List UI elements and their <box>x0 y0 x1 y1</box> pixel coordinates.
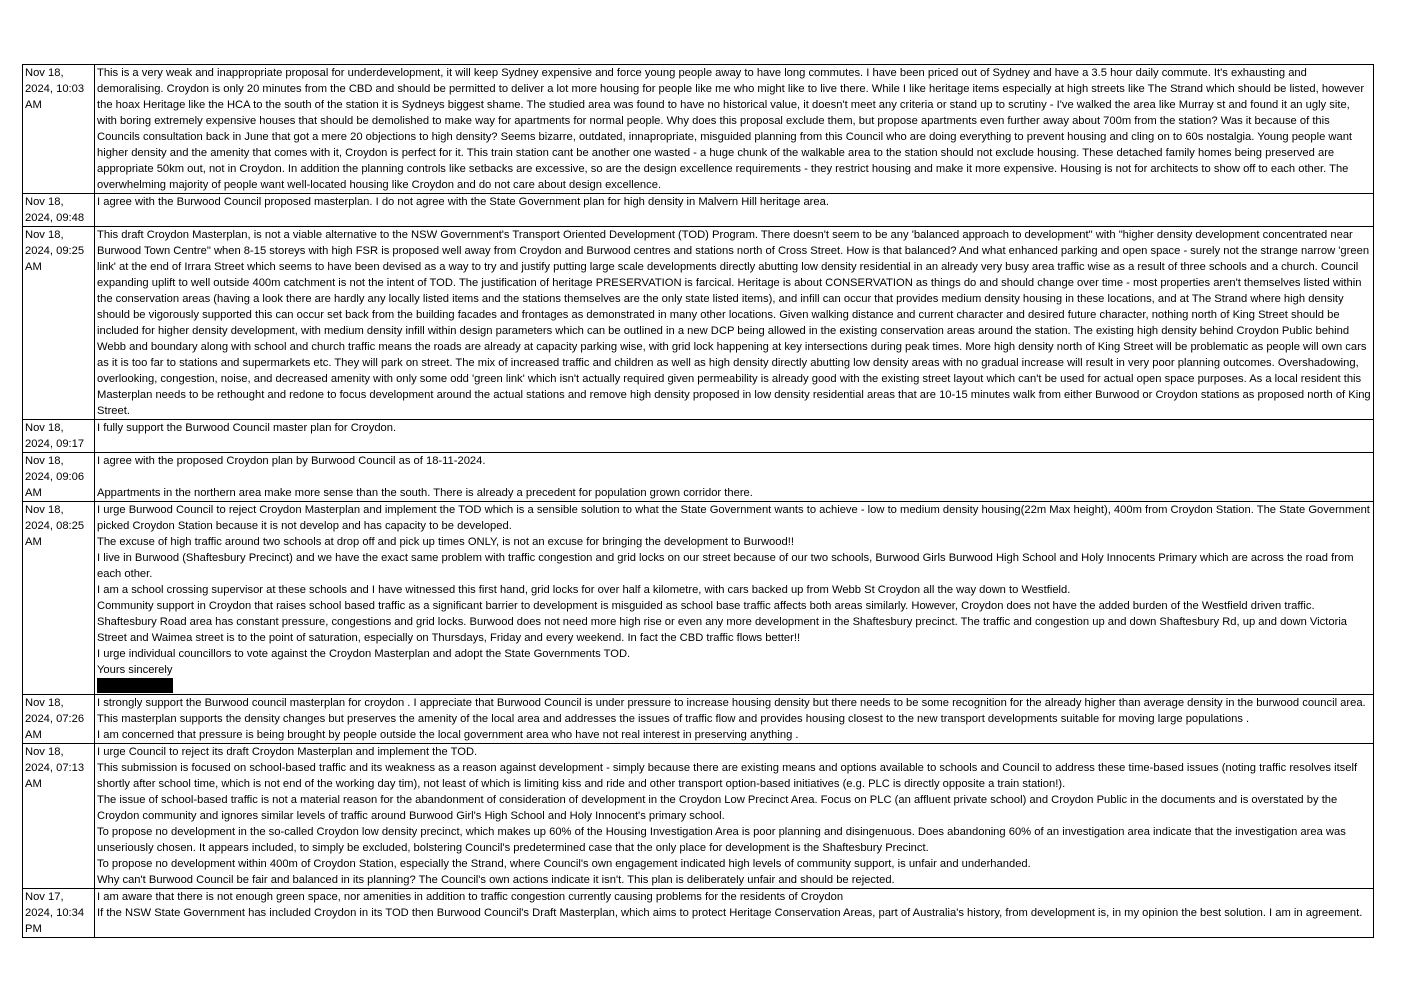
comment-paragraph: I am concerned that pressure is being brought by people outside the local government area who have not real interest in preserving anything . <box>97 729 799 741</box>
comment-paragraph: I am aware that there is not enough green space, nor amenities in addition to traffic congestion currently causing problems for the residents of Croydon <box>97 891 844 903</box>
submission-date: Nov 18, 2024, 09:17 <box>23 420 95 453</box>
submission-comment <box>95 194 1374 227</box>
comment-paragraph: The issue of school-based traffic is not a material reason for the abandonment of consideration of development in the Croydon Low Precinct Area. Focus on PLC (an affluent private school) and Croydon Public in the documents and is overstated by the Croydon community and ignores similar levels of traffic around Burwood Girl's High School and Holy Innocent's primary school. <box>97 794 1338 822</box>
comment-paragraph <box>97 469 1372 485</box>
comment-paragraph: This draft Croydon Masterplan, is not a viable alternative to the NSW Government's Transport Oriented Development (TOD) Program. There doesn't seem to be any 'balanced approach to development" with "higher density development concentrated near Burwood Town Centre" when 8-15 storeys with high FSR is proposed well away from Croydon and Burwood centres and stations north of Cross Street. How is that balanced? And what enhanced parking and open space - surely not the strange narrow 'green link' at the end of Irrara Street which seems to have been devised as a way to try and justify putting large scale developments directly abutting low density residential in an already very busy area traffic wise as a result of three schools and a church. Council expanding uplift to well outside 400m catchment is not the intent of TOD. The justification of heritage PRESERVATION is farcical. Heritage is about CONSERVATION as things do and should change over time - most properties aren't themselves listed within the conservation areas (having a look there are hardly any locally listed items and the stations themselves are the only state listed items), and infill can occur that provides medium density housing in these locations, and at The Strand where high density should be vigorously supported this can occur set back from the building facades and frontages as demonstrated in many other locations. Given walking distance and current character and desired future character, nothing north of King Street should be included for higher density development, with medium density infill within design parameters which can be outlined in a new DCP being allowed in the existing conservation areas around the station. The existing high density behind Croydon Public behind Webb and boundary along with school and church traffic means the roads are already at capacity parking wise, with grid lock happening at key intersections during peak times. More high density north of King Street will be problematic as people will own cars as it is too far to stations and supermarkets etc. They will park on street. The mix of increased traffic and children as well as high density directly abutting low density areas with no gradual increase will result in very poor planning outcomes. Overshadowing, overlooking, congestion, noise, and decreased amenity with only some odd 'green link' which isn't actually required given permeability is already good with the existing street layout which can't be used for actual open space purposes. As a local resident this Masterplan needs to be rethought and redone to focus development around the actual stations and remove high density proposed in low density residential areas that are 10-15 minutes walk from either Burwood or Croydon stations as proposed north of King Street. <box>97 229 1371 417</box>
comment-paragraph: This is a very weak and inappropriate proposal for underdevelopment, it will keep Sydney expensive and force young people away to have long commutes. I have been priced out of Sydney and have a 3.5 hour daily commute. It's exhausting and demoralising. Croydon is only 20 minutes from the CBD and should be permitted to deliver a lot more housing for people like me who might like to live there. While I like heritage items especially at high streets like The Strand which should be listed, however the hoax Heritage like the HCA to the south of the station it is Sydneys biggest shame. The studied area was found to have no historical value, it doesn't meet any criteria or stand up to scrutiny - I've walked the area like Murray st and found it an ugly site, with boring extremely expensive houses that should be demolished to make way for apartments for normal people. Why does this proposal exclude them, but propose apartments even further away about 700m from the station? Was it because of this Councils consultation back in June that got a mere 20 objections to high density? Seems bizarre, outdated, innapropriate, misguided planning from this Council who are doing everything to prevent housing and cling on to 60s nostalgia. Young people want higher density and the amenity that comes with it, Croydon is perfect for it. This train station cant be another one wasted - a huge chunk of the walkable area to the station should not exclude housing. These detached family homes being preserved are appropriate 50km out, not in Croydon. In addition the planning controls like setbacks are excessive, so are the design excellence requirements - they restrict housing and make it more expensive. Housing is not for architects to show off to each other. The overwhelming majority of people want well-located housing like Croydon and do not care about design excellence. <box>97 67 1365 191</box>
submission-comment <box>95 453 1374 502</box>
submission-date: Nov 18, 2024, 10:03 AM <box>23 65 95 194</box>
submissions-table <box>22 64 1374 938</box>
comment-paragraph: To propose no development in the so-called Croydon low density precinct, which makes up 60% of the Housing Investigation Area is poor planning and disingenuous. Does abandoning 60% of an investigation area indicate that the investigation area was unseriously chosen. It appears included, to simply be excluded, bolstering Council's predetermined case that the only place for development is the Shaftesbury Precinct. <box>97 826 1346 854</box>
comment-paragraph: If the NSW State Government has included Croydon in its TOD then Burwood Council's Draft Masterplan, which aims to protect Heritage Conservation Areas, part of Australia's history, from development is, in my opinion the best solution. I am in agreement. <box>97 907 1363 919</box>
comment-paragraph: Community support in Croydon that raises school based traffic as a significant barrier to development is misguided as school base traffic affects both areas similarly. However, Croydon does not have the added burden of the Westfield driven traffic. <box>97 600 1315 612</box>
submission-date: Nov 18, 2024, 09:25 AM <box>23 227 95 420</box>
comment-paragraph: I am a school crossing supervisor at these schools and I have witnessed this first hand, grid locks for over half a kilometre, with cars backed up from Webb St Croydon all the way down to Westfield. <box>97 584 1071 596</box>
submission-row <box>23 65 1374 194</box>
submission-date: Nov 18, 2024, 08:25 AM <box>23 502 95 695</box>
submission-comment <box>95 744 1374 889</box>
comment-paragraph: Shaftesbury Road area has constant pressure, congestions and grid locks. Burwood does not need more high rise or even any more development in the Shaftesbury precinct. The traffic and congestion up and down Shaftesbury Rd, up and down Victoria Street and Waimea street is to the point of saturation, especially on Thursdays, Friday and every weekend. In fact the CBD traffic flows better!! <box>97 616 1348 644</box>
submission-comment <box>95 227 1374 420</box>
submission-comment <box>95 65 1374 194</box>
comment-paragraph: I urge Council to reject its draft Croydon Masterplan and implement the TOD. <box>97 746 478 758</box>
redacted-signature <box>97 678 1372 694</box>
submission-row <box>23 744 1374 889</box>
redaction-block <box>97 678 173 693</box>
comment-paragraph: I agree with the proposed Croydon plan by Burwood Council as of 18-11-2024. <box>97 455 486 467</box>
submission-comment <box>95 889 1374 938</box>
submission-row <box>23 194 1374 227</box>
comment-paragraph: To propose no development within 400m of Croydon Station, especially the Strand, where Council's own engagement indicated high levels of community support, is unfair and underhanded. <box>97 858 1031 870</box>
submission-row <box>23 695 1374 744</box>
comment-paragraph: This submission is focused on school-based traffic and its weakness as a reason against development - simply because there are existing means and options available to schools and Council to address these time-based issues (noting traffic resolves itself shortly after school time, which is not end of the working day tim), not least of which is limiting kiss and ride and other transport option-based initiatives (e.g. PLC is directly opposite a train station!). <box>97 762 1358 790</box>
comment-paragraph: I urge Burwood Council to reject Croydon Masterplan and implement the TOD which is a sensible solution to what the State Government wants to achieve - low to medium density housing(22m Max height), 400m from Croydon Station. The State Government picked Croydon Station because it is not develop and has capacity to be developed. <box>97 504 1370 532</box>
submissions-body <box>23 65 1374 938</box>
comment-paragraph: Yours sincerely <box>97 664 173 676</box>
submission-row <box>23 227 1374 420</box>
submission-date: Nov 18, 2024, 09:06 AM <box>23 453 95 502</box>
comment-paragraph: I urge individual councillors to vote against the Croydon Masterplan and adopt the State Governments TOD. <box>97 648 631 660</box>
submission-date: Nov 18, 2024, 07:13 AM <box>23 744 95 889</box>
submission-comment <box>95 695 1374 744</box>
submission-row <box>23 420 1374 453</box>
submission-comment <box>95 502 1374 695</box>
comment-paragraph: I fully support the Burwood Council master plan for Croydon. <box>97 422 397 434</box>
comment-paragraph: I strongly support the Burwood council masterplan for croydon . I appreciate that Burwood Council is under pressure to increase housing density but there needs to be some recognition for the already higher than average density in the burwood council area. This masterplan supports the density changes but preserves the amenity of the local area and addresses the issues of traffic flow and provides housing closest to the new transport developments suitable for moving large populations . <box>97 697 1366 725</box>
comment-paragraph: I agree with the Burwood Council proposed masterplan. I do not agree with the State Government plan for high density in Malvern Hill heritage area. <box>97 196 829 208</box>
comment-paragraph: I live in Burwood (Shaftesbury Precinct) and we have the exact same problem with traffic congestion and grid locks on our street because of our two schools, Burwood Girls Burwood High School and Holy Innocents Primary which are across the road from each other. <box>97 552 1354 580</box>
comment-paragraph: Appartments in the northern area make more sense than the south. There is already a precedent for population grown corridor there. <box>97 487 753 499</box>
submission-date: Nov 17, 2024, 10:34 PM <box>23 889 95 938</box>
comment-paragraph: Why can't Burwood Council be fair and balanced in its planning? The Council's own actions indicate it isn't. This plan is deliberately unfair and should be rejected. <box>97 874 895 886</box>
submission-date: Nov 18, 2024, 09:48 <box>23 194 95 227</box>
comment-paragraph: The excuse of high traffic around two schools at drop off and pick up times ONLY, is not an excuse for bringing the development to Burwood!! <box>97 536 794 548</box>
submission-row <box>23 889 1374 938</box>
submission-comment <box>95 420 1374 453</box>
submission-row <box>23 502 1374 695</box>
submission-row <box>23 453 1374 502</box>
submission-date: Nov 18, 2024, 07:26 AM <box>23 695 95 744</box>
